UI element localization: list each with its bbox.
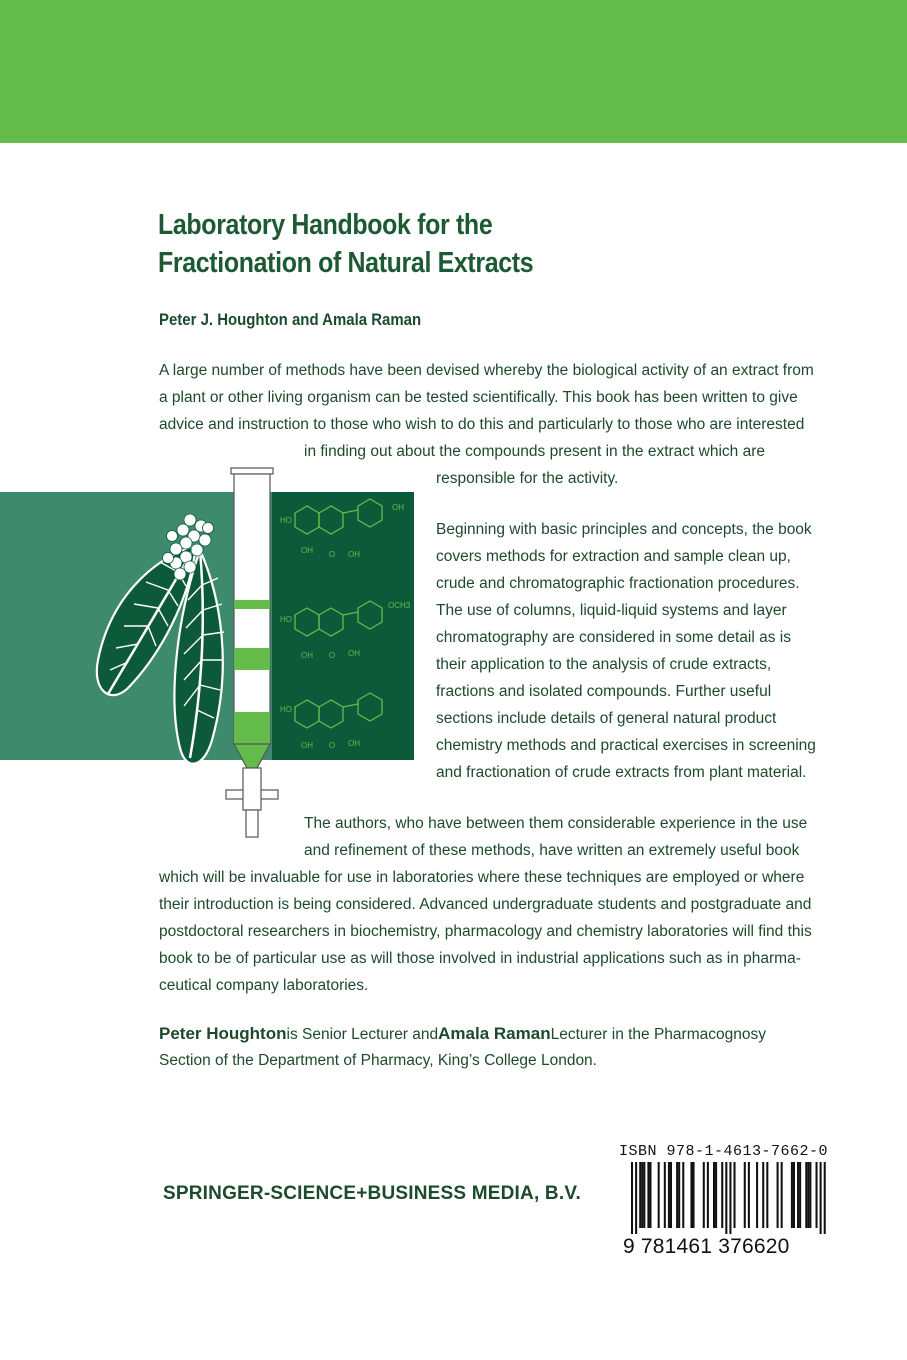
barcode-bar	[664, 1162, 666, 1228]
chromatography-column	[226, 468, 278, 837]
mol3-oh2-label: OH	[301, 741, 313, 750]
mol2-och3-label: OCH3	[388, 601, 411, 610]
publisher-name: SPRINGER-SCIENCE+BUSINESS MEDIA, B.V.	[163, 1183, 581, 1204]
p3-line-6: book to be of particular use as will those involved in industrial applications such as in pharma-	[159, 950, 801, 967]
ean-digits: 9 781461 376620	[623, 1235, 790, 1258]
barcode-bar	[807, 1162, 809, 1228]
barcode-bar	[791, 1162, 793, 1228]
barcode-bar	[793, 1162, 795, 1228]
p2-line-8: sections include details of general natural product	[436, 710, 777, 727]
top-color-band	[0, 0, 907, 143]
p2-line-1: Beginning with basic principles and concepts, the book	[436, 521, 812, 538]
barcode-bar	[766, 1162, 768, 1228]
mol2-oh2-label: OH	[301, 651, 313, 660]
p3-line-7: ceutical company laboratories.	[159, 977, 369, 994]
barcode-bar	[748, 1162, 750, 1228]
authors: Peter J. Houghton and Amala Raman	[159, 310, 422, 329]
p2-line-6: their application to the analysis of crude extracts,	[436, 656, 772, 673]
barcode-bar	[670, 1162, 672, 1228]
barcode-bar	[647, 1162, 649, 1228]
p2-line-10: and fractionation of crude extracts from plant material.	[436, 764, 807, 781]
barcode-bar	[729, 1162, 731, 1234]
barcode-bar	[682, 1162, 684, 1228]
mol2-oh-label: OH	[348, 649, 360, 658]
bio-name-2: Amala Raman	[438, 1024, 551, 1043]
barcode-bar	[797, 1162, 799, 1228]
barcode-bar	[799, 1162, 801, 1228]
mol1-oh2-label: OH	[348, 550, 360, 559]
p1-line-3: advice and instruction to those who wish to do this and particularly to those who are interested	[159, 416, 805, 433]
barcode-bar	[756, 1162, 758, 1228]
p3-line-2: and refinement of these methods, have written an extremely useful book	[304, 842, 800, 859]
mol3-oh-label: OH	[348, 739, 360, 748]
barcode-bar	[725, 1162, 727, 1234]
barcode-bar	[781, 1162, 783, 1228]
p2-line-3: crude and chromatographic fractionation procedures.	[436, 575, 800, 592]
barcode-bar	[703, 1162, 705, 1228]
barcode-bar	[693, 1162, 695, 1228]
barcode-bar	[762, 1162, 764, 1228]
barcode-bar	[649, 1162, 651, 1228]
bio-name-1: Peter Houghton	[159, 1024, 287, 1043]
barcode-bar	[676, 1162, 678, 1228]
p1-line-4: in finding out about the compounds present in the extract which are	[304, 443, 765, 460]
p3-line-4: their introduction is being considered. Advanced undergraduate students and postgraduate and	[159, 896, 812, 913]
barcode-bar	[777, 1162, 779, 1228]
barcode-bar	[668, 1162, 670, 1228]
mol1-oh3-label: OH	[301, 546, 313, 555]
barcode-bar	[824, 1162, 826, 1234]
barcode-bar	[658, 1162, 660, 1228]
barcode-bar	[715, 1162, 717, 1228]
p2-line-7: fractions and isolated compounds. Further useful	[436, 683, 772, 700]
bio-line-1: Peter Houghtonis Senior Lecturer andAmala RamanLecturer in the Pharmacognosy	[159, 1024, 766, 1043]
title-line-1: Laboratory Handbook for the	[158, 209, 493, 241]
barcode-bar	[631, 1162, 633, 1234]
p1-line-1: A large number of methods have been devised whereby the biological activity of an extract from	[159, 362, 814, 379]
p2-line-5: chromatography are considered in some detail as is	[436, 629, 791, 646]
barcode-bar	[643, 1162, 645, 1228]
isbn-barcode	[617, 1162, 841, 1234]
barcode-bar	[639, 1162, 641, 1228]
p3-line-1: The authors, who have between them considerable experience in the use	[304, 815, 808, 832]
barcode-bar	[734, 1162, 736, 1228]
barcode-bar	[809, 1162, 811, 1228]
mol2-o-label: O	[329, 651, 336, 660]
isbn-label: ISBN 978-1-4613-7662-0	[619, 1143, 829, 1160]
p3-line-5: postdoctoral researchers in biochemistry, pharmacology and chemistry laboratories will find this	[159, 923, 812, 940]
p3-line-3: which will be invaluable for use in laboratories where these techniques are employed or where	[159, 869, 805, 886]
barcode-bar	[690, 1162, 692, 1228]
p2-line-4: The use of columns, liquid-liquid systems and layer	[436, 602, 787, 619]
book-title	[158, 206, 533, 282]
p1-line-5: responsible for the activity.	[436, 470, 619, 487]
p1-line-2: a plant or other living organism can be tested scientifically. This book has been written to give	[159, 389, 798, 406]
bio-line-2: Section of the Department of Pharmacy, King’s College London.	[159, 1052, 597, 1069]
mol3-o-label: O	[329, 741, 336, 750]
mol2-ho-label: HO	[280, 615, 292, 624]
p2-line-9: chemistry methods and practical exercises in screening	[436, 737, 816, 754]
mol1-ho-label: HO	[280, 516, 292, 525]
barcode-bar	[820, 1162, 822, 1234]
mol3-ho-label: HO	[280, 705, 292, 714]
barcode-bar	[744, 1162, 746, 1228]
barcode-bar	[713, 1162, 715, 1228]
mol1-o-label: O	[329, 550, 336, 559]
barcode-bar	[641, 1162, 643, 1228]
cover-illustration	[0, 450, 420, 840]
title-line-2: Fractionation of Natural Extracts	[158, 247, 534, 279]
barcode-bar	[678, 1162, 680, 1228]
barcode-bar	[707, 1162, 709, 1228]
barcode-bar	[805, 1162, 807, 1228]
barcode-bar	[635, 1162, 637, 1234]
barcode-bar	[816, 1162, 818, 1228]
p2-line-2: covers methods for extraction and sample clean up,	[436, 548, 791, 565]
mol1-oh-label: OH	[392, 503, 404, 512]
barcode-bar	[721, 1162, 723, 1228]
